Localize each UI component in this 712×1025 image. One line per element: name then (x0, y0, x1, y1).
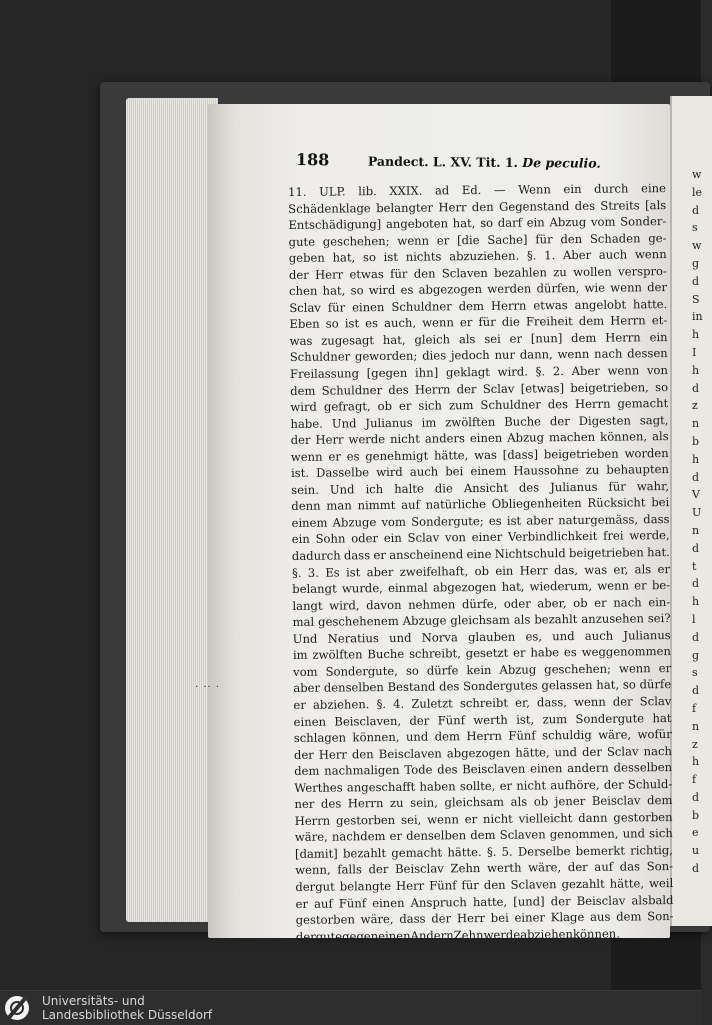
text-line: dadurch dass er anscheinend eine Nichtschuld beigetrieben hat. (291, 545, 670, 564)
text-line: wenn er es genehmigt hätte, was [dass] beigetrieben worden (290, 445, 669, 464)
page-body-text (288, 180, 674, 945)
text-line: der Herr werde nicht anders einen Abzug machen können, als (290, 429, 669, 448)
text-line: der Herr den Beisclaven abgezogen hätte, und der Sclav nach (293, 743, 672, 762)
text-line: gestorben wäre, dass der Herr bei einer Klage aus dem Son- (295, 909, 674, 928)
text-line: dem Schuldner des Herrn der Sclav [etwas] beigetrieben, so (290, 379, 669, 398)
margin-mark: · ·· · (195, 682, 221, 693)
page-number: 188 (295, 150, 330, 170)
text-line: chen hat, so wird es abgezogen werden dürfen, wie wenn der (289, 280, 668, 299)
text-line: Und Neratius und Norva glauben es, und auch Julianus (292, 627, 671, 646)
page-header (296, 150, 676, 177)
text-line: vom Sondergute, so dürfe kein Abzug geschehen; wenn er (293, 660, 672, 679)
text-line: dergute gegen einen Andern Zehn werde abziehen können, (295, 926, 620, 944)
text-line: Werthes angeschafft haben sollte, er nicht aufhöre, der Schuld- (294, 776, 673, 795)
running-head-title: Pandect. L. XV. Tit. 1. (367, 153, 518, 170)
text-line: er abziehen. §. 4. Zuletzt schreibt er, dass, wenn der Sclav (293, 693, 672, 712)
text-line: denn man nimmt auf natürliche Obliegenheiten Rücksicht bei (291, 495, 670, 514)
text-line: der Herr etwas für den Sclaven bezahlen zu wollen verspro- (288, 263, 667, 282)
text-line: einem Abzuge vom Sondergute; es ist aber naturgemäss, dass (291, 511, 670, 530)
text-line: was zugesagt hat, gleich als sei er [nun] dem Herrn ein (289, 329, 668, 348)
library-footer (0, 990, 701, 1025)
running-head (368, 154, 601, 171)
text-line: 11. ULP. lib. XXIX. ad Ed. — Wenn ein durch eine (288, 181, 667, 199)
text-line: geben hat, so ist nichts abzuziehen. §. 1. Aber auch wenn (288, 247, 667, 266)
text-line: Schädenklage belangter Herr den Gegenstand des Streits [als (288, 197, 667, 216)
text-line: er auf Fünf einen Anspruch hatte, [und] der Beisclav alsbald (295, 892, 674, 911)
text-line: wäre, nachdem er denselben dem Sclaven genommen, und sich (294, 826, 673, 845)
text-line: dem nachmaligen Tode des Beisclaven einen andern desselben (294, 760, 673, 779)
text-line: Entschädigung] angeboten hat, so darf ein Abzug vom Sonder- (288, 214, 667, 233)
text-line: gute geschehen; wenn er [die Sache] für den Schaden ge- (288, 230, 667, 249)
facing-page-text: w le d s w g d S in h I h d z n b h d V U n d t d h l d g s d f n z h f d b e u d (692, 168, 703, 876)
running-head-subtitle: De peculio. (522, 154, 601, 171)
library-logo-icon (5, 996, 29, 1020)
text-line: §. 3. Es ist aber zweifelhaft, ob ein Herr das, was er, als er (291, 561, 671, 580)
text-line: [damit] bezahlt gemacht hätte. §. 5. Derselbe bemerkt richtig, (294, 842, 674, 861)
text-line: habe. Und Julianus im zwölften Buche der Digesten sagt, (290, 412, 669, 431)
text-line: Eben so ist es auch, wenn er für die Freiheit dem Herrn et- (289, 313, 668, 332)
library-name-line1: Universitäts- und (42, 994, 145, 1008)
text-line: belangt wurde, einmal abgezogen hat, wiederum, wenn er be- (292, 578, 671, 597)
text-line: aber denselben Bestand des Sondergutes gelassen hat, so dürfe (293, 677, 672, 696)
page-edges (126, 98, 221, 922)
text-line: dergut belangte Herr Fünf für den Sclaven gezahlt hätte, weil (295, 875, 674, 894)
text-line: wenn, falls der Beisclav Zehn werth wäre, der auf das Son- (295, 859, 674, 878)
text-line: Sclav für einen Schuldner dem Herrn etwas angelobt hatte. (289, 296, 668, 315)
text-line: einen Beisclaven, der Fünf werth ist, zum Sondergute hat (293, 710, 672, 729)
text-line: mal geschehenem Abzuge gleichsam als bezahlt anzusehen sei? (292, 611, 671, 630)
text-line: im zwölften Buche schreibt, gesetzt er habe es weggenommen (292, 644, 671, 663)
text-line: Freilassung [gegen ihn] geklagt wird. §. 2. Aber wenn von (289, 363, 669, 382)
text-line: schlagen können, und dem Herrn Fünf schuldig wäre, wofür (293, 727, 672, 746)
facing-page-edge (670, 96, 712, 926)
text-line: ner des Herrn zu sein, gleichsam als ob jener Beisclav dem (294, 793, 673, 812)
text-line: Herrn gestorben sei, wenn er nicht vielleicht dann gestorben (294, 809, 673, 828)
text-line: ein Sohn oder ein Sclav von einer Verbindlichkeit frei werde, (291, 528, 670, 547)
library-name (42, 994, 212, 1022)
library-name-line2: Landesbibliothek Düsseldorf (42, 1008, 213, 1022)
text-line: wird gefragt, ob er sich zum Schuldner des Herrn gemacht (290, 396, 669, 415)
text-line: sein. Und ich halte die Ansicht des Julianus für wahr, (291, 478, 670, 497)
text-line: Schuldner geworden; dies jedoch nur dann, wenn nach dessen (289, 346, 668, 365)
text-line: langt wird, davon nehmen dürfe, oder aber, ob er nach ein- (292, 594, 671, 613)
text-line: ist. Dasselbe wird auch bei einem Haussohne zu behaupten (290, 462, 669, 481)
